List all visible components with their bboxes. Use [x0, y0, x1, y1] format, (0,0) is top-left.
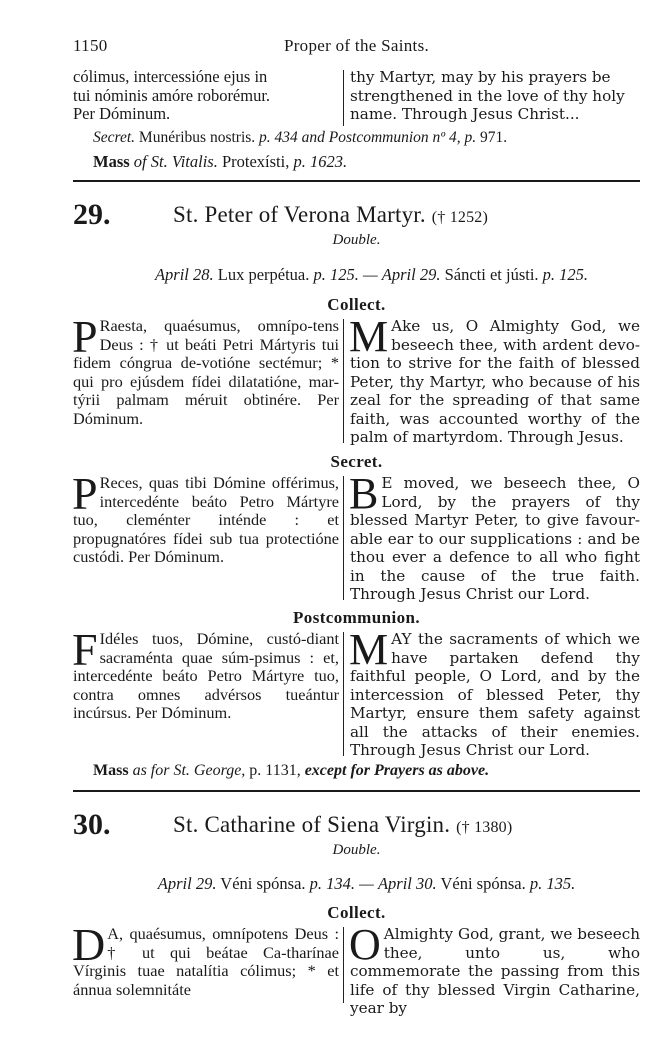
secret-latin: P Reces, quas tibi Dómine offérimus, intercedénte beáto Petro Mártyre tuo, cleménter inténde : et propugnatóres fídei sub tua protectióne custódi. Per Dóminum. [72, 468, 339, 566]
latin-line: Per Dóminum. [73, 104, 171, 123]
continuation-english [350, 68, 640, 124]
postcommunion-english: MAY the sacraments of which we have partaken defend thy faithful people, O Lord, and by the intercession of blessed Peter, thy Martyr, ensure them safety against all the attacks of their enemies. Through Jesus Christ our Lord. [349, 625, 640, 759]
drop-cap: P [72, 311, 98, 362]
collect-english: M Ake us, O Almighty God, we beseech thee, with ardent devo-tion to strive for the faith of blessed Peter, thy Martyr, who because of his zeal for the spreading of that same faith, was accounted worthy of the palm of martyrdom. Through Jesus. [349, 312, 640, 446]
latin-line: tui nóminis amóre roborémur. [73, 85, 271, 105]
english-line: name. Through Jesus Christ... [350, 105, 580, 123]
english-line: strengthened in the love of thy holy [350, 86, 625, 105]
collect-english: O Almighty God, grant, we beseech thee, unto us, who commemorate the passing from this life of thy blessed Virgin Catharine, year by [349, 920, 640, 1017]
page-number: 1150 [73, 36, 108, 55]
mass-reference: Mass of St. Vitalis. Protexísti, p. 1623. [93, 152, 348, 171]
column-divider [343, 70, 344, 126]
running-title: Proper of the Saints. [283, 36, 430, 55]
continuation-latin [73, 68, 339, 124]
mass-reference-29: Mass as for St. George, p. 1131, except for Prayers as above. [93, 762, 490, 779]
feast-dates: April 29. Véni spónsa. p. 134. — April 30. Véni spónsa. p. 135. [157, 874, 576, 893]
drop-cap: M [349, 312, 389, 361]
collect-block [72, 311, 640, 447]
postcommunion-block [72, 624, 640, 759]
drop-cap: F [72, 624, 98, 675]
drop-cap: O [349, 920, 381, 969]
section-rule [73, 180, 640, 182]
continuation-block [73, 68, 640, 128]
feast-name: St. Catharine of Siena Virgin. († 1380) [173, 812, 513, 837]
column-divider [343, 927, 344, 1003]
feast-rank: Double. [332, 842, 381, 858]
collect-block-30 [72, 919, 640, 1017]
collect-latin: P Raesta, quaésumus, omnípo-tens Deus : † ut beáti Petri Mártyris tui fidem cóngrua de-votióne sectémur; * qui pro ejúsdem fídei dilatatióne, mar-týrii palmam méruit obtinére. Per Dóminum. [72, 311, 339, 428]
secret-heading: Secret. [330, 452, 383, 471]
feast-name: St. Peter of Verona Martyr. († 1252) [173, 202, 489, 227]
latin-line: cólimus, intercessióne ejus in [73, 67, 268, 86]
secret-reference: Secret. Munéribus nostris. p. 434 and Postcommunion nº 4, p. 971. [93, 129, 508, 146]
secret-english: B E moved, we beseech thee, O Lord, by the prayers of thy blessed Martyr Peter, to give favour-able ear to our supplications : and be thou ever a defence to all who fight in the cause of the true faith. Through Jesus Christ our Lord. [349, 469, 640, 603]
postcommunion-latin: F Idéles tuos, Dómine, custó-diant sacraménta quae súm-psimus : et, intercedénte beáto Petro Mártyre tuo, contra omnes advérsos tueántur incúrsus. Per Dóminum. [72, 624, 339, 722]
feast-rank: Double. [332, 232, 381, 248]
collect-latin: D A, quaésumus, omnípotens Deus : † ut qui beátae Ca-tharínae Vírginis tuae natalítia cólimus; * et ánnua solemnitáte [72, 919, 339, 999]
collect-heading: Collect. [327, 903, 386, 922]
column-divider [343, 476, 344, 600]
page-header [73, 36, 640, 60]
collect-heading: Collect. [327, 295, 386, 314]
secret-block [72, 468, 640, 603]
feast-number: 29. [73, 198, 111, 231]
drop-cap: M [349, 625, 389, 674]
column-divider [343, 632, 344, 756]
postcommunion-heading: Postcommunion. [293, 608, 420, 627]
drop-cap: P [72, 468, 98, 519]
feast-number: 30. [73, 808, 111, 841]
drop-cap: B [349, 469, 379, 518]
section-rule [73, 790, 640, 792]
column-divider [343, 319, 344, 443]
english-line: thy Martyr, may by his prayers be [350, 68, 611, 86]
drop-cap: D [72, 919, 106, 970]
feast-dates: April 28. Lux perpétua. p. 125. — April 29. Sáncti et jústi. p. 125. [154, 265, 589, 284]
